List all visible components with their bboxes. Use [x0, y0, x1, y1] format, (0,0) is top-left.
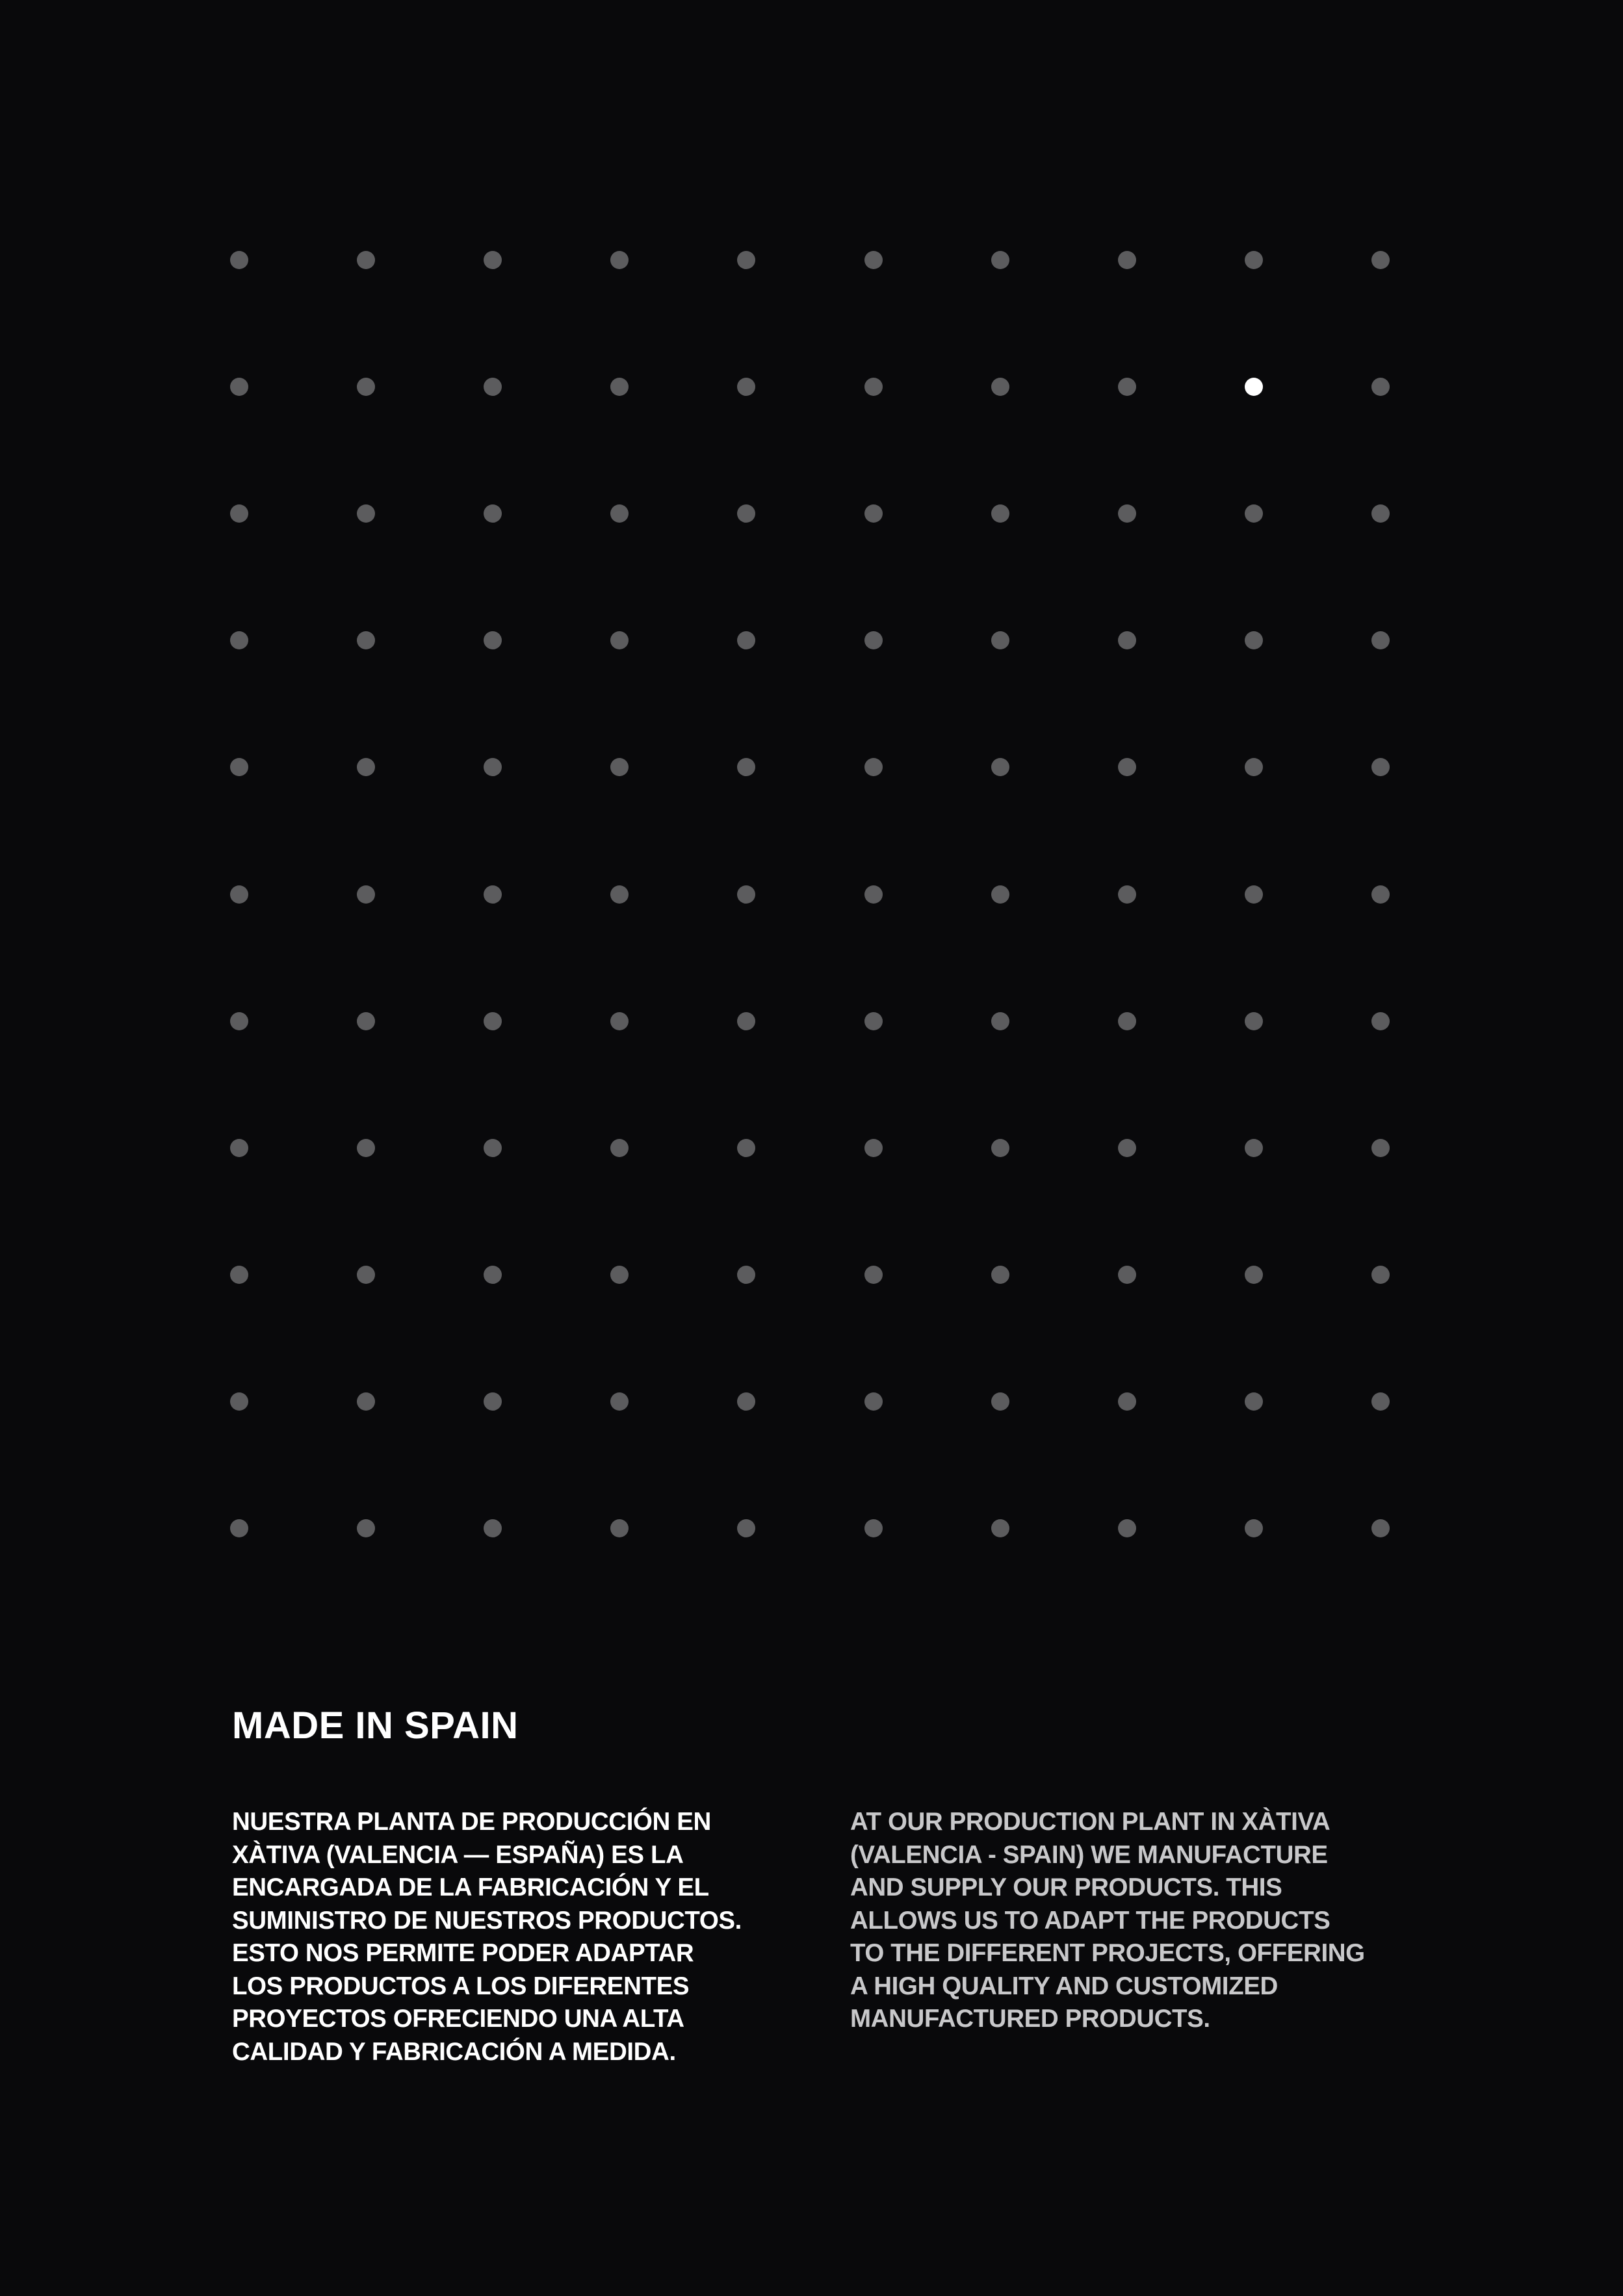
dot [737, 1519, 755, 1537]
dot-active [1245, 378, 1263, 396]
dot [991, 631, 1009, 649]
dot [864, 1012, 883, 1030]
dot [484, 251, 502, 269]
dot [864, 378, 883, 396]
dot [230, 758, 248, 776]
dot [991, 1392, 1009, 1411]
description-spanish: NUESTRA PLANTA DE PRODUCCIÓN EN XÀTIVA (VALENCIA — ESPAÑA) ES LA ENCARGADA DE LA FABRICACIÓN Y EL SUMINISTRO DE NUESTROS PRODUCTOS. ESTO NOS PERMITE PODER ADAPTAR LOS PRODUCTOS A LOS DIFERENTES PROYECTOS OFRECIENDO UNA ALTA CALIDAD Y FABRICACIÓN A MEDIDA. [232, 1808, 742, 2066]
dot [737, 1266, 755, 1284]
dot [1245, 758, 1263, 776]
dot [1371, 251, 1390, 269]
dot [357, 1139, 375, 1157]
dot [1245, 1519, 1263, 1537]
dot [864, 631, 883, 649]
dot [610, 1519, 629, 1537]
dot [737, 378, 755, 396]
dot [864, 1392, 883, 1411]
dot [1118, 504, 1136, 523]
dot [610, 378, 629, 396]
dot [864, 758, 883, 776]
description-english: AT OUR PRODUCTION PLANT IN XÀTIVA (VALENCIA - SPAIN) WE MANUFACTURE AND SUPPLY OUR PRODUCTS. THIS ALLOWS US TO ADAPT THE PRODUCTS TO THE DIFFERENT PROJECTS, OFFERING A HIGH QUALITY AND CUSTOMIZED MANUFACTURED PRODUCTS. [850, 1808, 1365, 2033]
dot [357, 885, 375, 904]
dot [991, 1519, 1009, 1537]
dot [864, 1519, 883, 1537]
dot [864, 504, 883, 523]
dot [1371, 631, 1390, 649]
dot [484, 631, 502, 649]
dot [1245, 885, 1263, 904]
dot [991, 251, 1009, 269]
dot [864, 885, 883, 904]
dot [737, 631, 755, 649]
dot [1245, 1139, 1263, 1157]
dot [484, 1139, 502, 1157]
dot [610, 251, 629, 269]
dot [1118, 378, 1136, 396]
dot [230, 631, 248, 649]
dot [1118, 631, 1136, 649]
dot [864, 1266, 883, 1284]
dot [1371, 504, 1390, 523]
dot [1118, 1519, 1136, 1537]
dot [737, 1012, 755, 1030]
dot [991, 1266, 1009, 1284]
dot [230, 504, 248, 523]
dot [1118, 885, 1136, 904]
dot [864, 251, 883, 269]
dot [357, 1012, 375, 1030]
dot [1245, 1266, 1263, 1284]
dot [991, 504, 1009, 523]
dot [1118, 1012, 1136, 1030]
dot [230, 885, 248, 904]
dot [1371, 1392, 1390, 1411]
dot [230, 251, 248, 269]
dot [230, 378, 248, 396]
dot [484, 1519, 502, 1537]
dot [1245, 1012, 1263, 1030]
dot [484, 504, 502, 523]
dot [230, 1266, 248, 1284]
dot [737, 504, 755, 523]
dot [484, 1012, 502, 1030]
dot [737, 885, 755, 904]
dot [484, 1266, 502, 1284]
dot [1118, 1266, 1136, 1284]
dot [1371, 885, 1390, 904]
dot [610, 504, 629, 523]
dot [737, 251, 755, 269]
dot [484, 758, 502, 776]
dot [610, 758, 629, 776]
dot [357, 758, 375, 776]
dot [1245, 504, 1263, 523]
dot [737, 1139, 755, 1157]
dot [610, 1392, 629, 1411]
dot [484, 378, 502, 396]
dot [1371, 758, 1390, 776]
dot [1245, 251, 1263, 269]
dot [737, 1392, 755, 1411]
dot [610, 1266, 629, 1284]
dot [1371, 1012, 1390, 1030]
dot [1118, 1139, 1136, 1157]
dot [484, 1392, 502, 1411]
dot [230, 1392, 248, 1411]
dot [991, 378, 1009, 396]
dot [357, 1519, 375, 1537]
dot [1371, 1519, 1390, 1537]
dot [484, 885, 502, 904]
dot [230, 1012, 248, 1030]
dot [357, 504, 375, 523]
dot [1118, 758, 1136, 776]
dot [230, 1519, 248, 1537]
dot [610, 1139, 629, 1157]
dot [1371, 1266, 1390, 1284]
dot [737, 758, 755, 776]
dot [1371, 378, 1390, 396]
dot [1245, 631, 1263, 649]
dot [1245, 1392, 1263, 1411]
dot [610, 885, 629, 904]
dot [1371, 1139, 1390, 1157]
dot [991, 758, 1009, 776]
dot [610, 631, 629, 649]
dot [864, 1139, 883, 1157]
dot [357, 1266, 375, 1284]
dot [991, 885, 1009, 904]
dot [357, 251, 375, 269]
dot [357, 1392, 375, 1411]
dot [357, 378, 375, 396]
dot [991, 1139, 1009, 1157]
section-title: MADE IN SPAIN [232, 1704, 519, 1747]
dot [230, 1139, 248, 1157]
dot [1118, 251, 1136, 269]
dot [1118, 1392, 1136, 1411]
dot [610, 1012, 629, 1030]
dot [357, 631, 375, 649]
dot [991, 1012, 1009, 1030]
